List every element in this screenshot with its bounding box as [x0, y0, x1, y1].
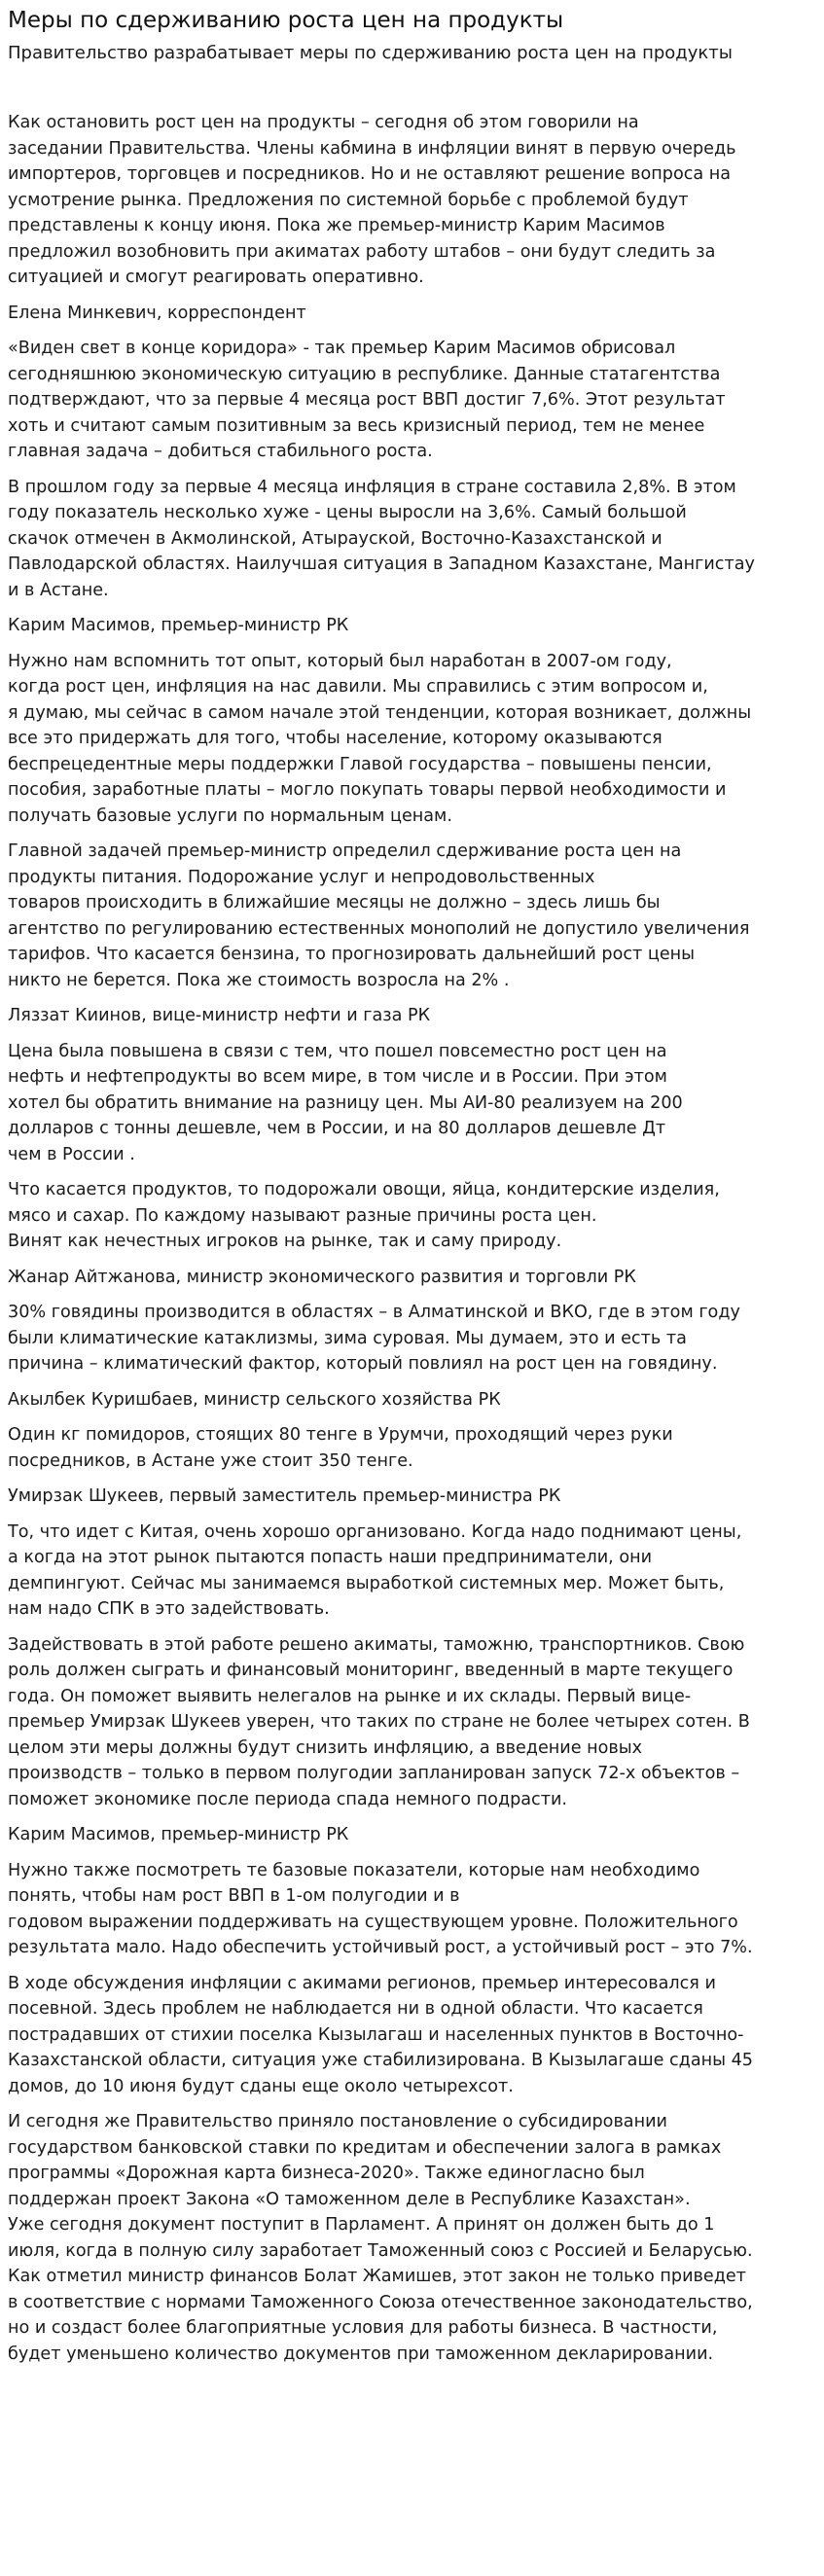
- article-paragraph: Нужно также посмотреть те базовые показатели, которые нам необходимо понять, чтобы нам рост ВВП в 1-ом полугодии и в годовом выражении поддерживать на существующем уровне. Положительного результата мало. Надо обеспечить устойчивый рост, а устойчивый рост – это 7%.: [8, 1860, 753, 1957]
- article-paragraph: Ляззат Киинов, вице-министр нефти и газа РК: [8, 1006, 431, 1025]
- article-title: Меры по сдерживанию роста цен на продукты: [8, 8, 564, 33]
- article-paragraph: 30% говядины производится в областях – в Алматинской и ВКО, где в этом году были климатические катаклизмы, зима суровая. Мы думаем, это и есть та причина – климатический фактор, который повлиял на рост цен на говядину.: [8, 1303, 740, 1374]
- article-body: [8, 110, 816, 2367]
- article-paragraph: Задействовать в этой работе решено акиматы, таможню, транспортников. Свою роль должен сыграть и финансовый мониторинг, введенный в марте текущего года. Он поможет выявить нелегалов на рынке и их склады. Первый вице- премьер Умирзак Шукеев уверен, что таких по стране не более четырех сотен. В целом эти меры должны будут снизить инфляцию, а введение новых производств – только в первом полугодии запланирован запуск 72-х объектов – поможет экономике после периода спада немного подрасти.: [8, 1634, 750, 1809]
- article-paragraph: То, что идет с Китая, очень хорошо организовано. Когда надо поднимают цены, а когда на этот рынок пытаются попасть наши предприниматели, они демпингуют. Сейчас мы занимаемся выработкой системных мер. Может быть, нам надо СПК в это задействовать.: [8, 1521, 742, 1619]
- article-paragraph: «Виден свет в конце коридора» - так премьер Карим Масимов обрисовал сегодняшнюю экономическую ситуацию в республике. Данные статагентства подтверждают, что за первые 4 месяца рост ВВП достиг 7,6%. Этот результат хоть и считают самым позитивным за весь кризисный период, тем не менее главная задача – добиться стабильного роста.: [8, 339, 726, 461]
- article-paragraph: Главной задачей премьер-министр определил сдерживание роста цен на продукты питания. Подорожание услуг и непродовольственных товаров происходить в ближайшие месяцы не должно – здесь лишь бы агентство по регулированию естественных монополий не допустило увеличения тарифов. Что касается бензина, то прогнозировать дальнейший рост цены никто не берется. Пока же стоимость возросла на 2% .: [8, 841, 750, 990]
- article-paragraph: В ходе обсуждения инфляции с акимами регионов, премьер интересовался и посевной. Здесь проблем не наблюдается ни в одной области. Что касается пострадавших от стихии поселка Кызылагаш и населенных пунктов в Восточно- Казахстанской области, ситуация уже стабилизирована. В Кызылагаше сданы 45 домов, до 10 июня будут сданы еще около четырехсот.: [8, 1973, 753, 2096]
- article-paragraph: Акылбек Куришбаев, министр сельского хозяйства РК: [8, 1389, 501, 1410]
- article-paragraph: В прошлом году за первые 4 месяца инфляция в стране составила 2,8%. В этом году показатель несколько хуже - цены выросли на 3,6%. Самый большой скачок отмечен в Акмолинской, Атырауской, Восточно-Казахстанской и Павлодарской областях. Наилучшая ситуация в Западном Казахстане, Мангистау и в Астане.: [8, 477, 755, 600]
- article-subtitle: Правительство разрабатывает меры по сдерживанию роста цен на продукты: [8, 43, 733, 63]
- article-paragraph: И сегодня же Правительство приняло постановление о субсидировании государством банковской ставки по кредитам и обеспечении залога в рамках программы «Дорожная карта бизнеса-2020». Также единогласно был поддержан проект Закона «О таможенном деле в Республике Казахстан». Уже сегодня документ поступит в Парламент. А принят он должен быть до 1 июля, когда в полную силу заработает Таможенный союз с Россией и Беларусью. Как отметил министр финансов Болат Жамишев, этот закон не только приведет в соответствие с нормами Таможенного Союза отечественное законодательство, но и создаст более благоприятные условия для работы бизнеса. В частности, будет уменьшено количество документов при таможенном декларировании.: [8, 2112, 753, 2364]
- article-paragraph: Цена была повышена в связи с тем, что пошел повсеместно рост цен на нефть и нефтепродукты во всем мире, в том числе и в России. При этом хотел бы обратить внимание на разницу цен. Мы АИ-80 реализуем на 200 долларов с тонны дешевле, чем в России, и на 80 долларов дешевле Дт чем в России .: [8, 1041, 683, 1164]
- article-paragraph: Елена Минкевич, корреспондент: [8, 303, 306, 323]
- article-paragraph: Умирзак Шукеев, первый заместитель премьер-министра РК: [8, 1486, 561, 1506]
- article-paragraph: Как остановить рост цен на продукты – сегодня об этом говорили на заседании Правительства. Члены кабмина в инфляции винят в первую очередь импортеров, торговцев и посредников. Но и не оставляют решение вопроса на усмотрение рынка. Предложения по системной борьбе с проблемой будут представлены к концу июня. Пока же премьер-министр Карим Масимов предложил возобновить при акиматах работу штабов – они будут следить за ситуацией и смогут реагировать оперативно.: [8, 113, 736, 287]
- article-paragraph: Карим Масимов, премьер-министр РК: [8, 616, 349, 635]
- article-paragraph: Один кг помидоров, стоящих 80 тенге в Урумчи, проходящий через руки посредников, в Астане уже стоит 350 тенге.: [8, 1425, 673, 1471]
- article-paragraph: Жанар Айтжанова, министр экономического развития и торговли РК: [8, 1267, 636, 1287]
- article-paragraph: Что касается продуктов, то подорожали овощи, яйца, кондитерские изделия, мясо и сахар. По каждому называют разные причины роста цен. Винят как нечестных игроков на рынке, так и саму природу.: [8, 1180, 720, 1251]
- article-paragraph: Нужно нам вспомнить тот опыт, который был наработан в 2007-ом году, когда рост цен, инфляция на нас давили. Мы справились с этим вопросом и, я думаю, мы сейчас в самом начале этой тенденции, которая возникает, должны все это придержать для того, чтобы население, которому оказываются беспрецедентные меры поддержки Главой государства – повышены пенсии, пособия, заработные платы – могло покупать товары первой необходимости и получать базовые услуги по нормальным ценам.: [8, 651, 752, 826]
- article-paragraph: Карим Масимов, премьер-министр РК: [8, 1825, 349, 1844]
